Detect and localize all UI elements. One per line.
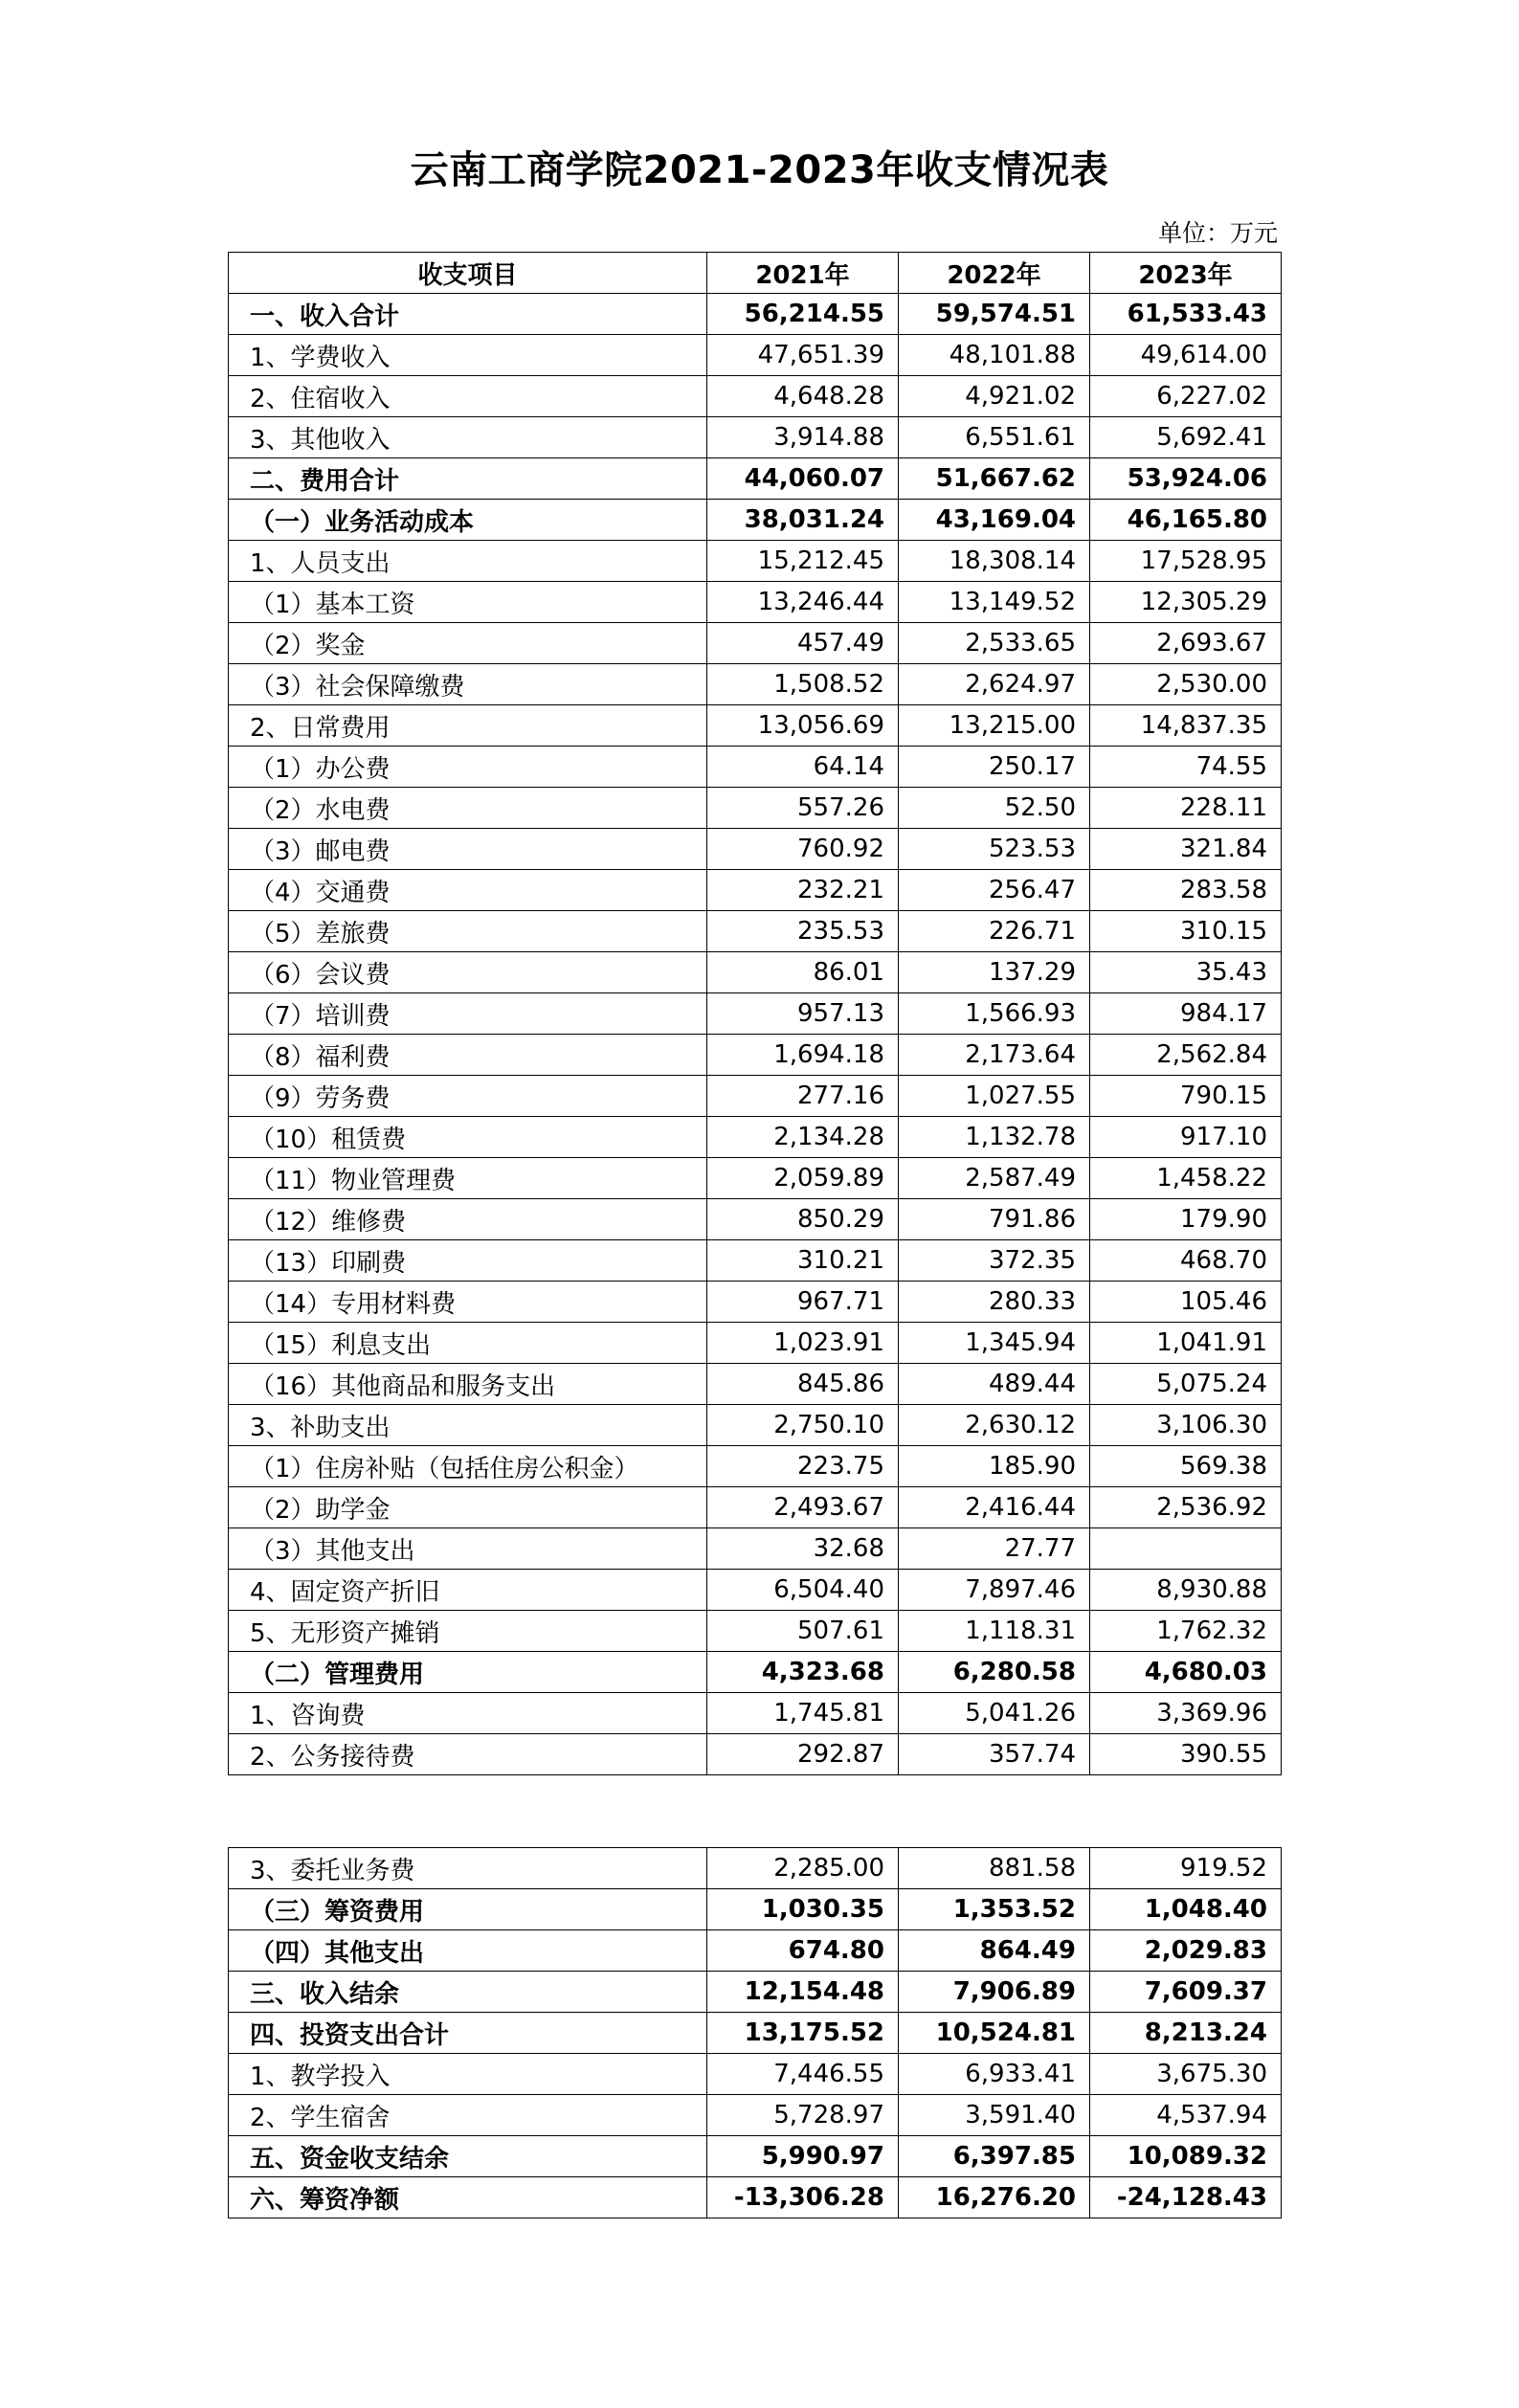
item-cell: （二）管理费用	[229, 1652, 707, 1693]
value-2022-cell: 881.58	[899, 1848, 1090, 1889]
value-2023-cell: 10,089.32	[1090, 2136, 1282, 2177]
item-cell: （1）办公费	[229, 747, 707, 788]
table-row	[229, 1848, 1282, 1889]
value-2023-cell	[1090, 1528, 1282, 1570]
item-cell: 1、咨询费	[229, 1693, 707, 1734]
table-row	[229, 1076, 1282, 1117]
value-2022-cell: 489.44	[899, 1364, 1090, 1405]
item-cell: 二、费用合计	[229, 458, 707, 500]
value-2022-cell: 2,587.49	[899, 1158, 1090, 1199]
item-cell: 三、收入结余	[229, 1972, 707, 2013]
item-cell: （4）交通费	[229, 870, 707, 911]
item-cell: （9）劳务费	[229, 1076, 707, 1117]
value-2023-cell: 1,048.40	[1090, 1889, 1282, 1930]
item-cell: （10）租赁费	[229, 1117, 707, 1158]
value-2023-cell: 2,530.00	[1090, 664, 1282, 705]
value-2023-cell: 283.58	[1090, 870, 1282, 911]
value-2021-cell: 1,745.81	[707, 1693, 899, 1734]
table-row	[229, 1652, 1282, 1693]
value-2022-cell: 16,276.20	[899, 2177, 1090, 2218]
table-row	[229, 1364, 1282, 1405]
value-2023-cell: 5,075.24	[1090, 1364, 1282, 1405]
value-2021-cell: 7,446.55	[707, 2054, 899, 2095]
value-2023-cell: 228.11	[1090, 788, 1282, 829]
table-row	[229, 1487, 1282, 1528]
value-2021-cell: 4,648.28	[707, 376, 899, 417]
value-2023-cell: 7,609.37	[1090, 1972, 1282, 2013]
value-2022-cell: 43,169.04	[899, 500, 1090, 541]
value-2023-cell: 3,675.30	[1090, 2054, 1282, 2095]
table-row	[229, 1734, 1282, 1775]
table-row	[229, 2054, 1282, 2095]
table-row	[229, 993, 1282, 1035]
value-2022-cell: 52.50	[899, 788, 1090, 829]
value-2021-cell: 1,508.52	[707, 664, 899, 705]
value-2021-cell: 2,134.28	[707, 1117, 899, 1158]
table-row	[229, 870, 1282, 911]
value-2023-cell: 310.15	[1090, 911, 1282, 952]
value-2022-cell: 357.74	[899, 1734, 1090, 1775]
table-row	[229, 1611, 1282, 1652]
value-2022-cell: 185.90	[899, 1446, 1090, 1487]
value-2023-cell: 61,533.43	[1090, 294, 1282, 335]
value-2021-cell: 292.87	[707, 1734, 899, 1775]
value-2022-cell: 5,041.26	[899, 1693, 1090, 1734]
finance-table-main	[228, 252, 1282, 1775]
value-2021-cell: 13,246.44	[707, 582, 899, 623]
item-cell: 3、补助支出	[229, 1405, 707, 1446]
table-row	[229, 664, 1282, 705]
value-2022-cell: 791.86	[899, 1199, 1090, 1240]
table-row	[229, 294, 1282, 335]
item-cell: （12）维修费	[229, 1199, 707, 1240]
value-2023-cell: 8,930.88	[1090, 1570, 1282, 1611]
value-2021-cell: 6,504.40	[707, 1570, 899, 1611]
value-2021-cell: 56,214.55	[707, 294, 899, 335]
value-2023-cell: 5,692.41	[1090, 417, 1282, 458]
value-2023-cell: 1,041.91	[1090, 1323, 1282, 1364]
item-cell: （11）物业管理费	[229, 1158, 707, 1199]
value-2022-cell: 2,416.44	[899, 1487, 1090, 1528]
value-2023-cell: 1,458.22	[1090, 1158, 1282, 1199]
value-2022-cell: 13,215.00	[899, 705, 1090, 747]
value-2023-cell: 919.52	[1090, 1848, 1282, 1889]
table-row	[229, 1693, 1282, 1734]
value-2021-cell: 44,060.07	[707, 458, 899, 500]
value-2022-cell: 6,933.41	[899, 2054, 1090, 2095]
item-cell: （5）差旅费	[229, 911, 707, 952]
value-2023-cell: 74.55	[1090, 747, 1282, 788]
item-cell: （3）邮电费	[229, 829, 707, 870]
item-cell: 五、资金收支结余	[229, 2136, 707, 2177]
value-2021-cell: 457.49	[707, 623, 899, 664]
value-2021-cell: 4,323.68	[707, 1652, 899, 1693]
header-2021: 2021年	[707, 253, 899, 294]
value-2022-cell: 7,906.89	[899, 1972, 1090, 2013]
value-2021-cell: 5,728.97	[707, 2095, 899, 2136]
table-row	[229, 2013, 1282, 2054]
value-2023-cell: 1,762.32	[1090, 1611, 1282, 1652]
table-header-row	[229, 253, 1282, 294]
value-2023-cell: 569.38	[1090, 1446, 1282, 1487]
value-2021-cell: 232.21	[707, 870, 899, 911]
value-2022-cell: 1,566.93	[899, 993, 1090, 1035]
value-2022-cell: 1,132.78	[899, 1117, 1090, 1158]
table-row	[229, 1405, 1282, 1446]
value-2022-cell: 2,624.97	[899, 664, 1090, 705]
table-row	[229, 1117, 1282, 1158]
value-2023-cell: 53,924.06	[1090, 458, 1282, 500]
value-2022-cell: 226.71	[899, 911, 1090, 952]
value-2023-cell: 2,029.83	[1090, 1930, 1282, 1972]
value-2021-cell: 3,914.88	[707, 417, 899, 458]
value-2023-cell: 984.17	[1090, 993, 1282, 1035]
value-2023-cell: 468.70	[1090, 1240, 1282, 1282]
value-2023-cell: 17,528.95	[1090, 541, 1282, 582]
table-row	[229, 623, 1282, 664]
value-2021-cell: 2,285.00	[707, 1848, 899, 1889]
value-2022-cell: 137.29	[899, 952, 1090, 993]
value-2023-cell: 179.90	[1090, 1199, 1282, 1240]
item-cell: （7）培训费	[229, 993, 707, 1035]
value-2022-cell: 372.35	[899, 1240, 1090, 1282]
value-2023-cell: -24,128.43	[1090, 2177, 1282, 2218]
item-cell: 5、无形资产摊销	[229, 1611, 707, 1652]
table-row	[229, 458, 1282, 500]
item-cell: （四）其他支出	[229, 1930, 707, 1972]
table-row	[229, 747, 1282, 788]
table-row	[229, 1158, 1282, 1199]
item-cell: （1）基本工资	[229, 582, 707, 623]
value-2022-cell: 1,118.31	[899, 1611, 1090, 1652]
item-cell: （14）专用材料费	[229, 1282, 707, 1323]
value-2021-cell: 32.68	[707, 1528, 899, 1570]
finance-table-continued	[228, 1847, 1282, 2218]
value-2022-cell: 18,308.14	[899, 541, 1090, 582]
table-row	[229, 1282, 1282, 1323]
value-2021-cell: 223.75	[707, 1446, 899, 1487]
page-title: 云南工商学院2021-2023年收支情况表	[410, 148, 1109, 192]
item-cell: （2）助学金	[229, 1487, 707, 1528]
value-2021-cell: 310.21	[707, 1240, 899, 1282]
value-2021-cell: 235.53	[707, 911, 899, 952]
value-2023-cell: 321.84	[1090, 829, 1282, 870]
table-row	[229, 705, 1282, 747]
table-row	[229, 1889, 1282, 1930]
item-cell: （16）其他商品和服务支出	[229, 1364, 707, 1405]
value-2023-cell: 4,537.94	[1090, 2095, 1282, 2136]
value-2023-cell: 390.55	[1090, 1734, 1282, 1775]
table-row	[229, 417, 1282, 458]
item-cell: 四、投资支出合计	[229, 2013, 707, 2054]
value-2021-cell: 13,056.69	[707, 705, 899, 747]
value-2023-cell: 3,369.96	[1090, 1693, 1282, 1734]
item-cell: （13）印刷费	[229, 1240, 707, 1282]
value-2023-cell: 46,165.80	[1090, 500, 1282, 541]
value-2022-cell: 4,921.02	[899, 376, 1090, 417]
item-cell: 2、住宿收入	[229, 376, 707, 417]
value-2021-cell: 1,030.35	[707, 1889, 899, 1930]
value-2023-cell: 14,837.35	[1090, 705, 1282, 747]
value-2022-cell: 256.47	[899, 870, 1090, 911]
table-row	[229, 1446, 1282, 1487]
value-2021-cell: -13,306.28	[707, 2177, 899, 2218]
value-2022-cell: 2,630.12	[899, 1405, 1090, 1446]
value-2021-cell: 86.01	[707, 952, 899, 993]
table-row	[229, 1323, 1282, 1364]
value-2022-cell: 27.77	[899, 1528, 1090, 1570]
value-2023-cell: 12,305.29	[1090, 582, 1282, 623]
table-row	[229, 1035, 1282, 1076]
value-2022-cell: 7,897.46	[899, 1570, 1090, 1611]
table-row	[229, 1240, 1282, 1282]
value-2022-cell: 6,397.85	[899, 2136, 1090, 2177]
value-2023-cell: 3,106.30	[1090, 1405, 1282, 1446]
item-cell: 1、人员支出	[229, 541, 707, 582]
table-row	[229, 500, 1282, 541]
item-cell: 一、收入合计	[229, 294, 707, 335]
item-cell: （3）其他支出	[229, 1528, 707, 1570]
value-2021-cell: 1,694.18	[707, 1035, 899, 1076]
value-2022-cell: 6,280.58	[899, 1652, 1090, 1693]
value-2021-cell: 760.92	[707, 829, 899, 870]
table-row	[229, 2136, 1282, 2177]
value-2022-cell: 3,591.40	[899, 2095, 1090, 2136]
value-2021-cell: 2,059.89	[707, 1158, 899, 1199]
value-2023-cell: 8,213.24	[1090, 2013, 1282, 2054]
value-2022-cell: 523.53	[899, 829, 1090, 870]
item-cell: （一）业务活动成本	[229, 500, 707, 541]
value-2021-cell: 5,990.97	[707, 2136, 899, 2177]
value-2022-cell: 280.33	[899, 1282, 1090, 1323]
value-2021-cell: 2,493.67	[707, 1487, 899, 1528]
table-row	[229, 2177, 1282, 2218]
value-2021-cell: 15,212.45	[707, 541, 899, 582]
value-2023-cell: 917.10	[1090, 1117, 1282, 1158]
item-cell: 2、日常费用	[229, 705, 707, 747]
value-2022-cell: 13,149.52	[899, 582, 1090, 623]
table-row	[229, 582, 1282, 623]
unit-label: 单位：万元	[1157, 219, 1278, 247]
value-2022-cell: 48,101.88	[899, 335, 1090, 376]
item-cell: 1、教学投入	[229, 2054, 707, 2095]
value-2023-cell: 4,680.03	[1090, 1652, 1282, 1693]
table-row	[229, 1528, 1282, 1570]
table-row	[229, 1972, 1282, 2013]
item-cell: 3、委托业务费	[229, 1848, 707, 1889]
table-row	[229, 829, 1282, 870]
item-cell: （6）会议费	[229, 952, 707, 993]
value-2021-cell: 64.14	[707, 747, 899, 788]
item-cell: 4、固定资产折旧	[229, 1570, 707, 1611]
value-2021-cell: 850.29	[707, 1199, 899, 1240]
table-row	[229, 2095, 1282, 2136]
value-2021-cell: 2,750.10	[707, 1405, 899, 1446]
item-cell: （2）水电费	[229, 788, 707, 829]
item-cell: （8）福利费	[229, 1035, 707, 1076]
table-row	[229, 1930, 1282, 1972]
table-row	[229, 376, 1282, 417]
value-2021-cell: 38,031.24	[707, 500, 899, 541]
table-row	[229, 911, 1282, 952]
table-row	[229, 952, 1282, 993]
value-2022-cell: 2,173.64	[899, 1035, 1090, 1076]
item-cell: （1）住房补贴（包括住房公积金）	[229, 1446, 707, 1487]
item-cell: （15）利息支出	[229, 1323, 707, 1364]
header-item: 收支项目	[229, 253, 707, 294]
value-2021-cell: 967.71	[707, 1282, 899, 1323]
value-2021-cell: 277.16	[707, 1076, 899, 1117]
value-2022-cell: 1,353.52	[899, 1889, 1090, 1930]
table-row	[229, 788, 1282, 829]
item-cell: （3）社会保障缴费	[229, 664, 707, 705]
item-cell: 2、公务接待费	[229, 1734, 707, 1775]
value-2022-cell: 59,574.51	[899, 294, 1090, 335]
value-2022-cell: 864.49	[899, 1930, 1090, 1972]
value-2023-cell: 2,693.67	[1090, 623, 1282, 664]
value-2022-cell: 51,667.62	[899, 458, 1090, 500]
item-cell: （2）奖金	[229, 623, 707, 664]
value-2021-cell: 674.80	[707, 1930, 899, 1972]
value-2021-cell: 47,651.39	[707, 335, 899, 376]
value-2021-cell: 507.61	[707, 1611, 899, 1652]
value-2022-cell: 6,551.61	[899, 417, 1090, 458]
value-2023-cell: 790.15	[1090, 1076, 1282, 1117]
value-2023-cell: 35.43	[1090, 952, 1282, 993]
value-2021-cell: 12,154.48	[707, 1972, 899, 2013]
value-2021-cell: 13,175.52	[707, 2013, 899, 2054]
value-2022-cell: 1,345.94	[899, 1323, 1090, 1364]
value-2022-cell: 10,524.81	[899, 2013, 1090, 2054]
value-2023-cell: 105.46	[1090, 1282, 1282, 1323]
table-row	[229, 541, 1282, 582]
value-2023-cell: 2,536.92	[1090, 1487, 1282, 1528]
value-2022-cell: 250.17	[899, 747, 1090, 788]
table-row	[229, 1199, 1282, 1240]
value-2023-cell: 49,614.00	[1090, 335, 1282, 376]
value-2021-cell: 845.86	[707, 1364, 899, 1405]
value-2022-cell: 2,533.65	[899, 623, 1090, 664]
item-cell: 六、筹资净额	[229, 2177, 707, 2218]
value-2022-cell: 1,027.55	[899, 1076, 1090, 1117]
header-2022: 2022年	[899, 253, 1090, 294]
value-2023-cell: 2,562.84	[1090, 1035, 1282, 1076]
table-row	[229, 1570, 1282, 1611]
value-2023-cell: 6,227.02	[1090, 376, 1282, 417]
item-cell: 1、学费收入	[229, 335, 707, 376]
item-cell: （三）筹资费用	[229, 1889, 707, 1930]
item-cell: 3、其他收入	[229, 417, 707, 458]
value-2021-cell: 957.13	[707, 993, 899, 1035]
value-2021-cell: 557.26	[707, 788, 899, 829]
value-2021-cell: 1,023.91	[707, 1323, 899, 1364]
header-2023: 2023年	[1090, 253, 1282, 294]
table-row	[229, 335, 1282, 376]
item-cell: 2、学生宿舍	[229, 2095, 707, 2136]
